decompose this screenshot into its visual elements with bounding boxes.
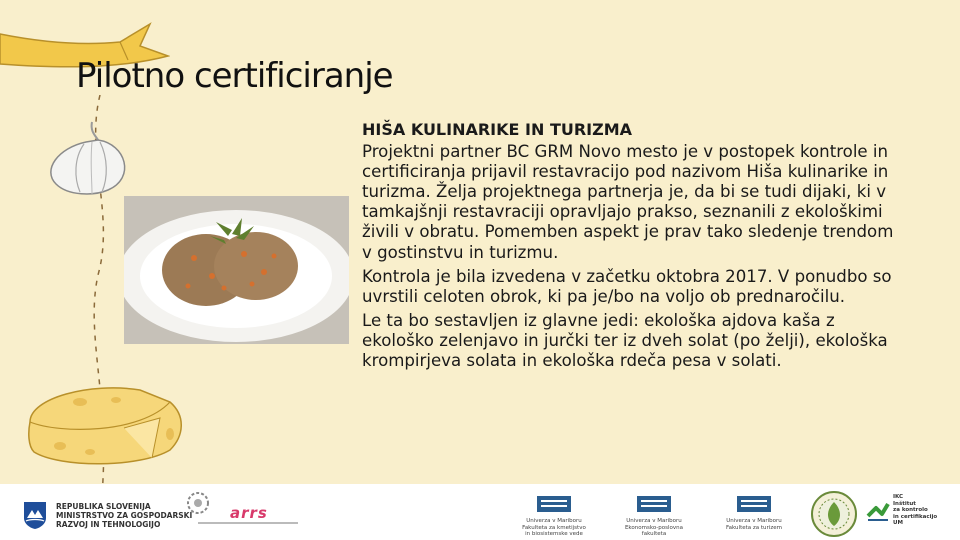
slide-body [362, 120, 902, 375]
university-label-1 [515, 518, 593, 538]
university-building-icon [715, 494, 793, 514]
paragraph-2: Kontrola je bila izvedena v začetku oktobra 2017. V ponudbo so uvrstili celoten obrok, ki pa je/bo na voljo ob prednaročilu. [362, 266, 892, 306]
ikc-line-1: IKC [893, 494, 904, 500]
university-label-1-line-1: Univerza v Mariboru [526, 518, 582, 524]
page-title: Pilotno certificiranje [76, 56, 393, 96]
organic-seal-icon [810, 490, 858, 538]
section-heading: HIŠA KULINARIKE IN TURIZMA [362, 120, 633, 139]
arrs-logo: arrs [230, 504, 268, 522]
university-label-2-line-2: Ekonomsko-poslovna fakulteta [624, 524, 684, 537]
footer-logos [0, 484, 960, 540]
ikc-line-5: UM [893, 520, 903, 526]
university-building-icon [515, 494, 593, 514]
cheese-icon [20, 372, 188, 468]
ikc-line-3: za kontrolo [893, 507, 928, 513]
university-logo-1 [515, 494, 593, 538]
university-label-1-line-2: Fakulteta za kmetijstvo [522, 524, 586, 531]
ikc-logo-icon [866, 498, 890, 524]
university-label-2-line-1: Univerza v Mariboru [626, 518, 682, 524]
university-logo-2 [615, 494, 693, 538]
slovenia-coat-of-arms-icon [22, 500, 48, 530]
ikc-line-4: in certifikacijo [893, 513, 938, 520]
ministry-line-3: RAZVOJ IN TEHNOLOGIJO [56, 520, 161, 529]
ministry-line-1: REPUBLIKA SLOVENIJA [56, 502, 151, 511]
food-photo [124, 196, 349, 344]
university-building-icon [615, 494, 693, 514]
university-label-1-line-3: in biosistemske vede [525, 531, 583, 537]
university-label-2 [615, 518, 693, 538]
paragraph-1: Projektni partner BC GRM Novo mesto je v postopek kontrole in certificiranja prijavil restavracijo pod nazivom Hiša kulinarike in turizma. Želja projektnega partnerja je, da bi se tudi dijaki, ki v tamkajšnji restavraciji opravljajo prakso, seznanili z ekološkimi živili v obratu. Pomemben aspekt je prav tako sledenje trendom v gostinstvu in turizmu. [362, 142, 894, 262]
university-label-3 [715, 518, 793, 531]
garlic-icon [46, 118, 132, 196]
arrs-underline [198, 522, 298, 524]
paragraph-3: Le ta bo sestavljen iz glavne jedi: ekološka ajdova kaša z ekološko zelenjavo in jurčki ter iz dveh solat (po želji), ekološka krompirjeva solata in ekološka rdeča pesa v solati. [362, 310, 888, 371]
arrs-emblem-icon [186, 490, 210, 516]
ministry-line-2: MINISTRSTVO ZA GOSPODARSKI [56, 511, 193, 520]
university-logo-3 [715, 494, 793, 531]
university-label-3-line-2: Fakulteta za turizem [726, 524, 782, 531]
ikc-line-2: Inštitut [893, 500, 916, 507]
ikc-logo-text [893, 494, 937, 527]
ministry-logo-text [56, 502, 192, 529]
university-label-3-line-1: Univerza v Mariboru [726, 518, 782, 524]
